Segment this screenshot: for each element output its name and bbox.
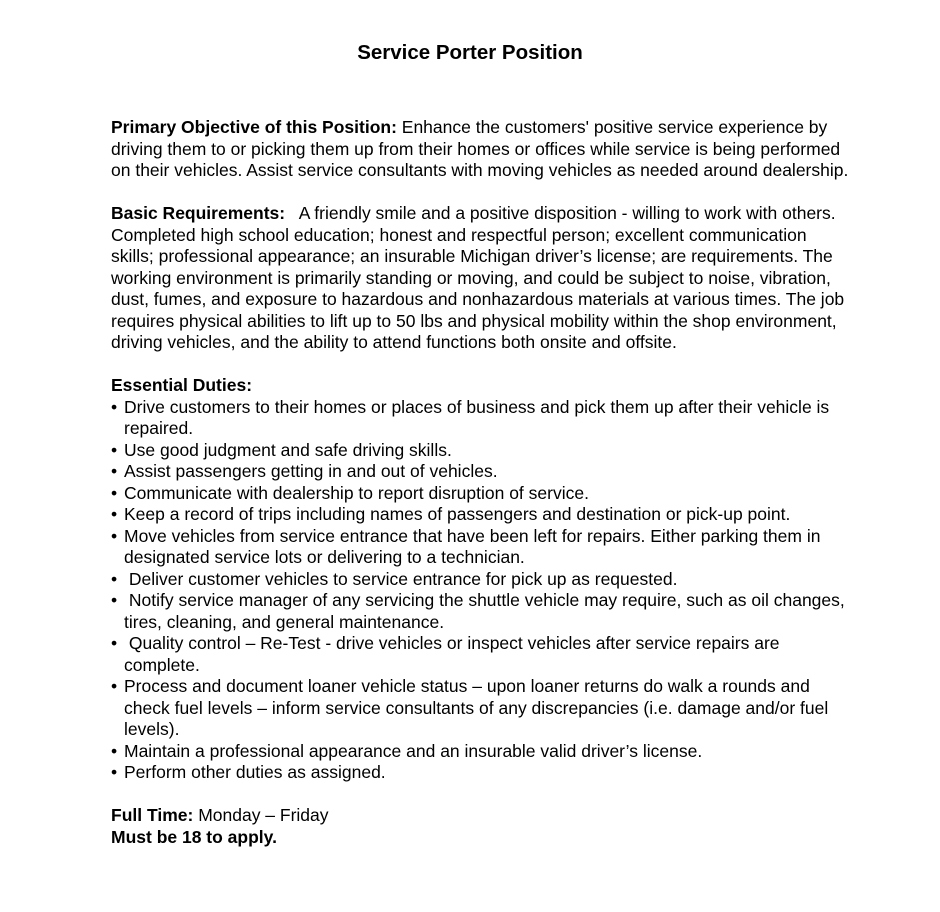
bullet-icon: • bbox=[111, 762, 118, 782]
duty-item bbox=[111, 397, 851, 440]
bullet-icon: • bbox=[111, 568, 118, 589]
schedule-text: Monday – Friday bbox=[193, 805, 329, 825]
bullet-icon: • bbox=[111, 590, 118, 610]
objective-label: Primary Objective of this Position: bbox=[111, 117, 397, 137]
bullet-icon: • bbox=[111, 439, 118, 460]
duties-list bbox=[111, 397, 851, 784]
duty-item bbox=[111, 440, 851, 462]
requirements-paragraph bbox=[111, 203, 851, 354]
age-requirement: Must be 18 to apply. bbox=[111, 826, 277, 847]
objective-text: Enhance the customers' positive service experience by driving them to or picking them up from their homes or offices while service is being performed on their vehicles. Assist service consultants with moving vehicles as needed around dealership. bbox=[111, 117, 849, 180]
duty-item bbox=[111, 762, 851, 784]
bullet-icon: • bbox=[111, 740, 118, 761]
duty-text: Drive customers to their homes or places of business and pick them up after their vehicle is repaired. bbox=[124, 396, 830, 438]
duty-item bbox=[111, 526, 851, 569]
duty-item bbox=[111, 461, 851, 483]
requirements-text: A friendly smile and a positive disposition - willing to work with others. Completed high school education; honest and respectful person; excellent communication skills; professional appearance; an insurable Michigan driver’s license; are requirements. The working environment is primarily standing or moving, and could be subject to noise, vibration, dust, fumes, and exposure to hazardous and nonhazardous materials at various times. The job requires physical abilities to lift up to 50 lbs and physical mobility within the shop environment, driving vehicles, and the ability to attend functions both onsite and offsite. bbox=[111, 203, 845, 352]
duty-item bbox=[111, 590, 851, 633]
duty-text: Use good judgment and safe driving skills. bbox=[124, 439, 452, 460]
duty-item bbox=[111, 633, 851, 676]
bullet-icon: • bbox=[111, 461, 118, 481]
page-title: Service Porter Position bbox=[357, 41, 583, 64]
duty-item bbox=[111, 741, 851, 763]
duty-text: Process and document loaner vehicle status – upon loaner returns do walk a rounds and check fuel levels – inform service consultants of any discrepancies (i.e. damage and/or fuel levels). bbox=[124, 676, 829, 739]
duties-heading: Essential Duties: bbox=[111, 375, 253, 395]
bullet-icon: • bbox=[111, 482, 118, 503]
bullet-icon: • bbox=[111, 525, 118, 546]
duty-text: Notify service manager of any servicing the shuttle vehicle may require, such as oil changes, tires, cleaning, and general maintenance. bbox=[124, 590, 845, 632]
bullet-icon: • bbox=[111, 396, 118, 417]
objective-paragraph bbox=[111, 117, 851, 182]
duty-text: Assist passengers getting in and out of vehicles. bbox=[124, 461, 498, 481]
duty-item bbox=[111, 676, 851, 741]
duty-text: Quality control – Re-Test - drive vehicles or inspect vehicles after service repairs are complete. bbox=[124, 633, 780, 675]
bullet-icon: • bbox=[111, 633, 118, 653]
duty-text: Maintain a professional appearance and an insurable valid driver’s license. bbox=[124, 740, 703, 761]
duty-text: Deliver customer vehicles to service entrance for pick up as requested. bbox=[124, 568, 678, 589]
duty-text: Keep a record of trips including names of passengers and destination or pick-up point. bbox=[124, 504, 791, 524]
bullet-icon: • bbox=[111, 676, 118, 696]
bullet-icon: • bbox=[111, 504, 118, 524]
duty-item bbox=[111, 483, 851, 505]
duty-text: Move vehicles from service entrance that have been left for repairs. Either parking them in designated service lots or delivering to a technician. bbox=[124, 525, 821, 567]
schedule-label: Full Time: bbox=[111, 805, 194, 825]
duty-item bbox=[111, 504, 851, 526]
duty-text: Perform other duties as assigned. bbox=[124, 762, 386, 782]
schedule-line bbox=[111, 805, 851, 827]
requirements-label: Basic Requirements: bbox=[111, 203, 286, 223]
duty-item bbox=[111, 569, 851, 591]
job-description bbox=[111, 117, 851, 848]
duty-text: Communicate with dealership to report disruption of service. bbox=[124, 482, 589, 503]
